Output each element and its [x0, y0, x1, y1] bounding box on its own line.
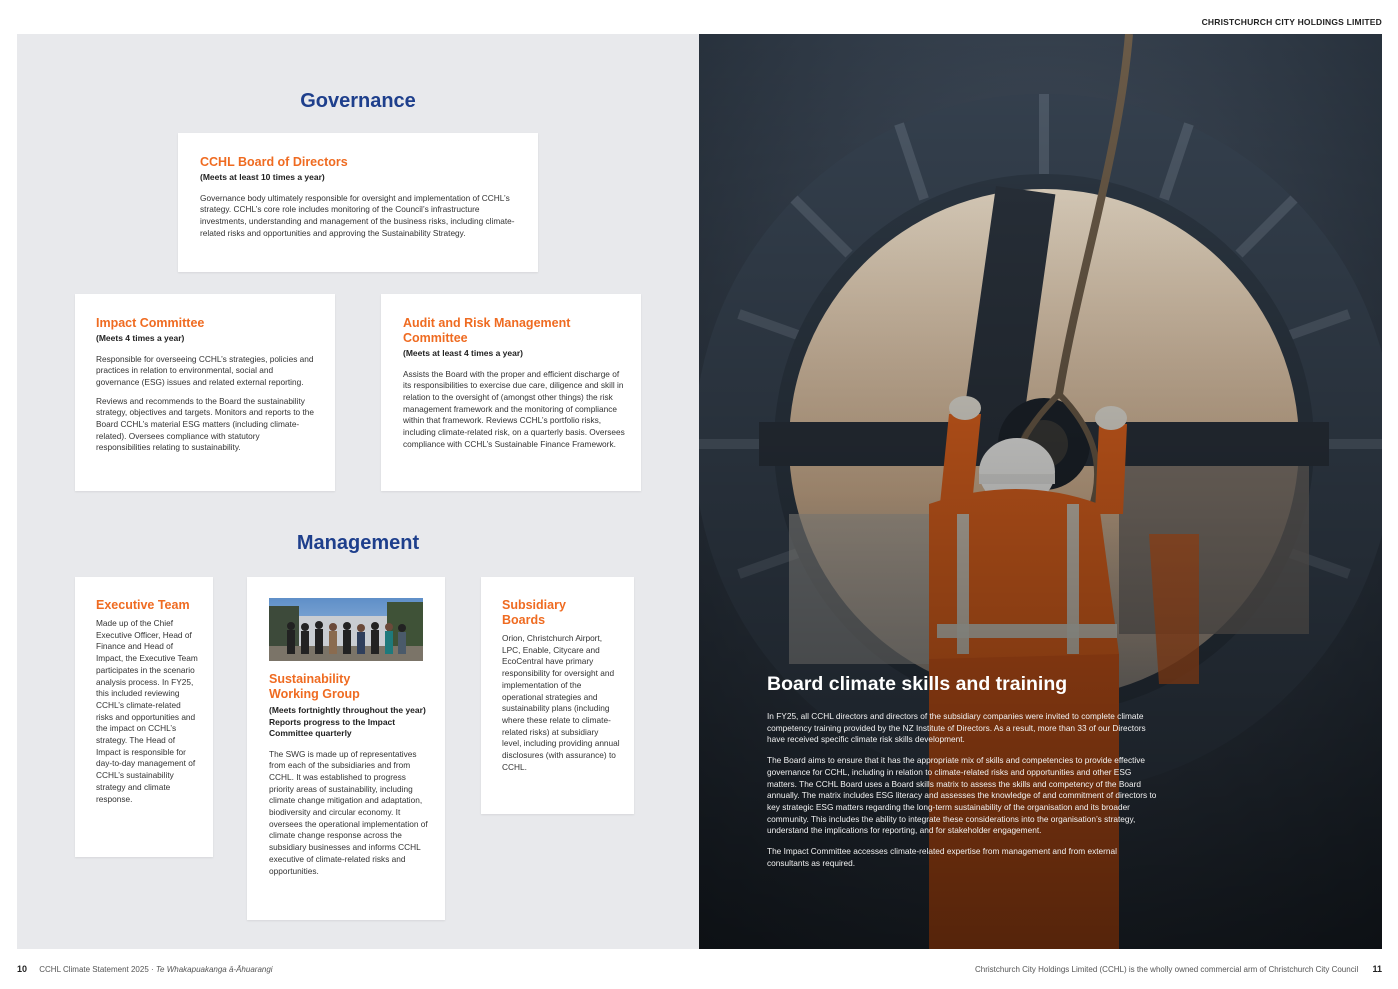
subsidiary-boards-description: Orion, Christchurch Airport, LPC, Enable, Citycare and EcoCentral have primary responsibility for oversight and implementation of the operational strategies and sustainability plans (including where these relate to climate-related risks) at subsidiary level, including providing annual disclosures (with assurance) to CCHL. — [502, 633, 620, 772]
audit-committee-title — [403, 316, 625, 346]
swg-description: The SWG is made up of representatives from each of the subsidiaries and from CCHL. It was established to progress priority areas of sustainability, including climate change mitigation and adaptation, biodiversity and circular economy. It oversees the operational implementation of climate change response across the subsidiary businesses and informs CCHL executive of climate-related risks and opportunities. — [269, 748, 428, 876]
impact-committee-para-2: Reviews and recommends to the Board the sustainability strategy, objectives and targets. Monitors and reports to the Board CCHL’s material ESG matters (including climate-related). Oversees compliance with statutory responsibilities relating to sustainability. — [96, 395, 314, 453]
executive-team-title: Executive Team — [96, 598, 190, 612]
audit-committee-card — [381, 294, 641, 491]
board-training-title: Board climate skills and training — [767, 673, 1068, 695]
footer-right — [975, 964, 1382, 974]
swg-title-line-2: Working Group — [269, 687, 360, 701]
management-title: Management — [296, 532, 420, 554]
footer-left — [17, 964, 273, 974]
audit-title-line-2: Committee — [403, 331, 468, 345]
swg-title — [269, 672, 429, 702]
subsidiary-title-line-1: Subsidiary — [502, 598, 566, 612]
header-org-name: CHRISTCHURCH CITY HOLDINGS LIMITED — [1201, 17, 1382, 27]
footer-left-italic: Te Whakapuakanga ā-Āhuarangi — [155, 965, 273, 974]
impact-committee-description — [96, 354, 316, 455]
board-training-para-3: The Impact Committee accesses climate-related expertise from management and from external consultants as required. — [767, 846, 1117, 868]
swg-title-line-1: Sustainability — [269, 672, 351, 686]
audit-committee-description: Assists the Board with the proper and efficient discharge of its responsibilities to exercise due care, diligence and skill in relation to the oversight of (amongst other things) the risk management framework and the monitoring of compliance within that framework. Reviews CCHL’s portfolio risks, including climate-related risk, on a quarterly basis. Oversees compliance with CCHL’s Sustainable Finance Framework. — [403, 368, 625, 449]
swg-meeting-frequency: (Meets fortnightly throughout the year) Reports progress to the Impact Committee quarterly — [269, 705, 426, 738]
board-title: CCHL Board of Directors — [200, 155, 348, 169]
audit-title-line-1: Audit and Risk Management — [403, 316, 571, 330]
board-card — [178, 133, 538, 272]
footer-left-text: CCHL Climate Statement 2025 · — [39, 965, 156, 974]
subsidiary-boards-card — [481, 577, 634, 814]
right-page-number: 11 — [1372, 964, 1382, 974]
board-training-para-1: In FY25, all CCHL directors and directors of the subsidiary companies were invited to complete climate competency training provided by the NZ Institute of Directors. As a result, more than 33 of our Directors have received specific climate risk skills development. — [767, 711, 1146, 745]
left-page-number: 10 — [17, 964, 28, 974]
board-training-section — [767, 672, 1157, 869]
subsidiary-boards-title — [502, 598, 620, 628]
footer-right-text: Christchurch City Holdings Limited (CCHL) is the wholly owned commercial arm of Christchurch City Council — [975, 965, 1359, 974]
board-training-para-2: The Board aims to ensure that it has the appropriate mix of skills and competencies to provide effective governance for CCHL, including in relation to climate-related risks and opportunities and other ESG matters. The CCHL Board uses a Board skills matrix to assess the skills and competency of the Board annually. The matrix includes ESG literacy and assesses the knowledge of and commitment of directors to key strategic ESG matters regarding the long-term sustainability of the organisation and its broader community. This includes the ability to integrate these considerations into the organisation’s strategy, understand the implications for reporting, and for stakeholder engagement. — [767, 755, 1157, 836]
executive-team-card — [75, 577, 213, 857]
impact-committee-para-1: Responsible for overseeing CCHL’s strategies, policies and practices in relation to environmental, social and governance (ESG) issues and related external reporting. — [96, 353, 314, 387]
subsidiary-title-line-2: Boards — [502, 613, 546, 627]
executive-team-description: Made up of the Chief Executive Officer, Head of Finance and Head of Impact, the Executive Team participates in the scenario analysis process. In FY25, this included reviewing CCHL’s climate-related risks and opportunities and the impact on CCHL’s strategy. The Head of Impact is responsible for day-to-day management of CCHL’s sustainability strategy and climate response. — [96, 618, 198, 804]
board-meeting-frequency: (Meets at least 10 times a year) — [200, 172, 325, 182]
impact-committee-frequency: (Meets 4 times a year) — [96, 333, 185, 343]
audit-committee-frequency: (Meets at least 4 times a year) — [403, 348, 524, 358]
board-description: Governance body ultimately responsible for oversight and implementation of CCHL’s strategy. CCHL’s core role includes monitoring of the Council’s infrastructure investments, understanding and management of the business risks, including climate-related risks and opportunities and approving the Sustainability Strategy. — [200, 192, 515, 238]
impact-committee-title: Impact Committee — [96, 316, 205, 330]
governance-title: Governance — [300, 90, 416, 112]
working-group-photo — [269, 598, 423, 661]
impact-committee-card — [75, 294, 335, 491]
swg-card — [247, 577, 445, 920]
